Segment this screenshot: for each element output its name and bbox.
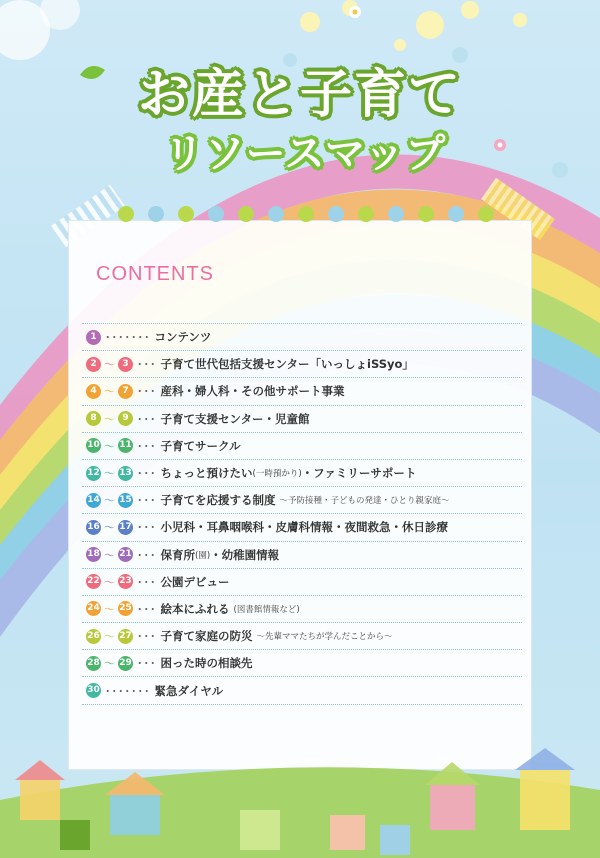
toc-entry-label: 子育て世代包括支援センター「いっしょiSSyo」 [160,357,414,372]
binder-hole [328,206,344,222]
toc-row[interactable] [82,650,522,677]
toc-entry-label: コンテンツ [154,330,212,345]
leader-dots: ･･･ [137,467,157,481]
town-hill-illustration [0,740,600,858]
toc-entry-label: 小児科・耳鼻咽喉科・皮膚科情報・夜間救急・休日診療 [160,520,448,535]
toc-row[interactable] [82,487,522,514]
leader-dots: ･･･ [137,385,157,399]
binder-hole [238,206,254,222]
binder-hole [358,206,374,222]
leader-dots: ･･･ [137,494,157,508]
page-number-end: 15 [118,493,133,508]
binder-hole [118,206,134,222]
page-number-start: 16 [86,520,101,535]
toc-entry-label: 絵本にふれる [160,601,230,616]
page-number-start: 24 [86,601,101,616]
leader-dots: ･･･････ [105,331,151,345]
page-number-start: 14 [86,493,101,508]
page-number-end: 25 [118,601,133,616]
page-number-start: 12 [86,466,101,481]
toc-row[interactable] [82,677,522,704]
toc-row[interactable] [82,406,522,433]
page-number-start: 28 [86,656,101,671]
toc-entry-note: 〜予防接種・子どもの発達・ひとり親家庭〜 [279,496,450,507]
page-number-end: 13 [118,466,133,481]
binder-hole [148,206,164,222]
page-title: お産と子育て [137,65,462,125]
toc-entry-label: 子育て支援センター・児童館 [160,411,310,426]
binder-hole [268,206,284,222]
binder-hole [178,206,194,222]
range-tilde: 〜 [104,385,115,399]
range-tilde: 〜 [104,358,115,372]
toc-row[interactable] [82,460,522,487]
toc-entry-label: ちょっと預けたい [160,466,253,481]
binder-hole [298,206,314,222]
toc-entry-label: 公園デビュー [160,574,230,589]
leader-dots: ･･･････ [105,684,151,698]
page-number-end: 9 [118,411,133,426]
range-tilde: 〜 [104,412,115,426]
binder-hole [418,206,434,222]
page-number-end: 3 [118,357,133,372]
toc-row[interactable] [82,542,522,569]
toc-entry-label: 困った時の相談先 [160,656,253,671]
range-tilde: 〜 [104,439,115,453]
toc-entry-label: 保育所 [160,547,195,562]
page-number-end: 7 [118,384,133,399]
toc-entry-note: (園) [195,550,211,561]
page-number-start: 1 [86,330,101,345]
toc-row[interactable] [82,351,522,378]
range-tilde: 〜 [104,494,115,508]
page-subtitle: リソースマップ [163,131,447,177]
leader-dots: ･･･ [137,575,157,589]
range-tilde: 〜 [104,602,115,616]
toc-entry-label: 子育てサークル [160,438,241,453]
range-tilde: 〜 [104,657,115,671]
page-number-end: 27 [118,629,133,644]
toc-row[interactable] [82,514,522,541]
range-tilde: 〜 [104,521,115,535]
toc-row[interactable] [82,433,522,460]
toc-row[interactable] [82,378,522,405]
leader-dots: ･･･ [137,358,157,372]
binder-hole [448,206,464,222]
range-tilde: 〜 [104,548,115,562]
binder-hole [478,206,494,222]
page-number-start: 4 [86,384,101,399]
page-number-start: 26 [86,629,101,644]
toc-entry-label: 産科・婦人科・その他サポート事業 [160,384,345,399]
page-number-end: 11 [118,438,133,453]
range-tilde: 〜 [104,575,115,589]
leader-dots: ･･･ [137,439,157,453]
toc-entry-note: 〜先輩ママたちが学んだことから〜 [256,632,393,643]
page-number-start: 2 [86,357,101,372]
table-of-contents [82,323,522,705]
leader-dots: ･･･ [137,630,157,644]
leader-dots: ･･･ [137,548,157,562]
page-number-end: 17 [118,520,133,535]
toc-entry-label-continued: ・幼稚園情報 [210,547,280,562]
page-number-start: 10 [86,438,101,453]
toc-row[interactable] [82,569,522,596]
page-number-start: 22 [86,574,101,589]
page-number-end: 29 [118,656,133,671]
page-number-end: 21 [118,547,133,562]
binder-hole [388,206,404,222]
page-number-start: 8 [86,411,101,426]
leader-dots: ･･･ [137,412,157,426]
leader-dots: ･･･ [137,657,157,671]
toc-entry-label: 緊急ダイヤル [154,683,224,698]
page-number-end: 23 [118,574,133,589]
toc-entry-label-continued: ・ファミリーサポート [301,466,417,481]
range-tilde: 〜 [104,467,115,481]
toc-row[interactable] [82,623,522,650]
leader-dots: ･･･ [137,521,157,535]
binder-hole [208,206,224,222]
range-tilde: 〜 [104,630,115,644]
toc-entry-label: 子育てを応援する制度 [160,493,276,508]
toc-entry-label: 子育て家庭の防災 [160,629,253,644]
toc-entry-note: (図書館情報など) [233,604,300,615]
toc-entry-note: (一時預かり) [252,469,302,480]
toc-row[interactable] [82,596,522,623]
contents-heading: CONTENTS [96,263,214,285]
binder-holes [118,206,498,232]
page-number-start: 18 [86,547,101,562]
toc-row[interactable] [82,323,522,351]
leader-dots: ･･･ [137,602,157,616]
page-number-start: 30 [86,683,101,698]
title-block [0,30,600,180]
